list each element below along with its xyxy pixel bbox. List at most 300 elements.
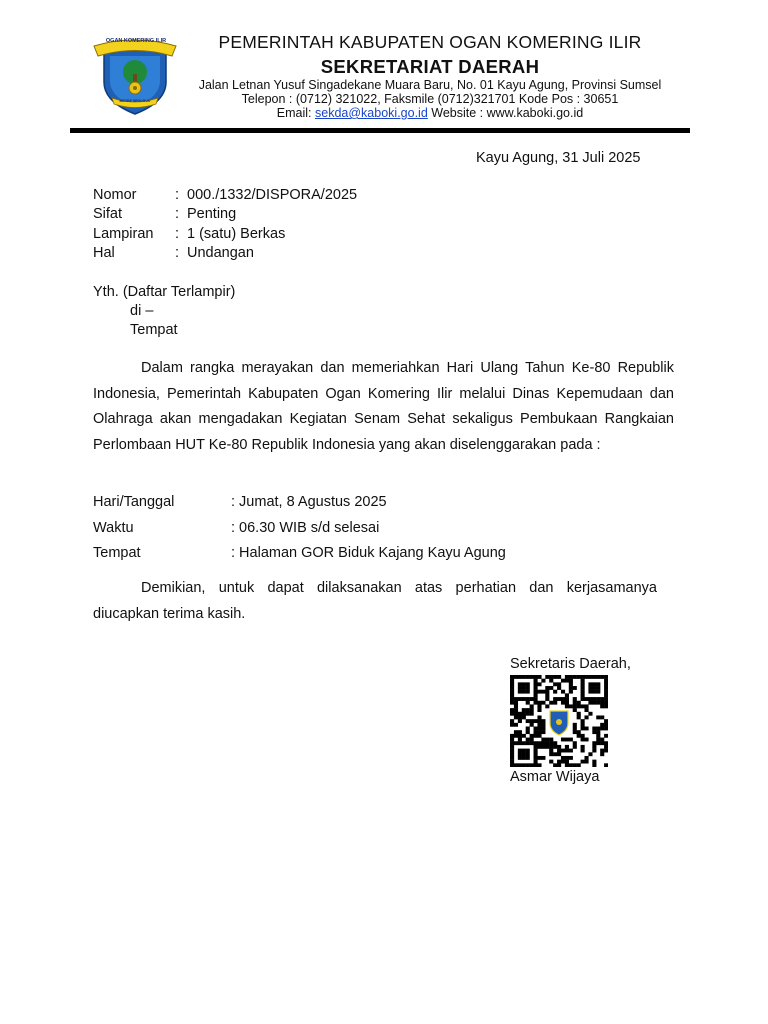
qr-module xyxy=(581,679,585,683)
qr-module xyxy=(584,704,588,708)
qr-module xyxy=(573,686,577,690)
qr-module xyxy=(557,682,561,686)
detail-label-place: Tempat xyxy=(93,545,141,561)
qr-module xyxy=(569,686,573,690)
qr-module xyxy=(541,745,545,749)
qr-module xyxy=(518,738,522,742)
recipient-di: di – xyxy=(130,303,154,319)
qr-module xyxy=(600,697,604,701)
qr-module xyxy=(604,763,608,767)
qr-module xyxy=(526,727,530,731)
qr-module xyxy=(537,727,541,731)
qr-module xyxy=(522,686,526,690)
qr-module xyxy=(534,752,538,756)
qr-module xyxy=(510,738,514,742)
qr-module xyxy=(545,686,549,690)
qr-module xyxy=(557,749,561,753)
qr-module xyxy=(573,727,577,731)
qr-module xyxy=(534,760,538,764)
qr-module xyxy=(549,679,553,683)
qr-module xyxy=(518,715,522,719)
meta-label-lampiran: Lampiran xyxy=(93,226,154,242)
qr-module xyxy=(518,734,522,738)
qr-module xyxy=(604,701,608,705)
qr-module xyxy=(577,701,581,705)
qr-module xyxy=(526,690,530,694)
signature-qr-code-icon xyxy=(510,675,608,767)
qr-module xyxy=(596,734,600,738)
qr-module xyxy=(596,741,600,745)
qr-module xyxy=(581,693,585,697)
qr-module xyxy=(526,701,530,705)
qr-module xyxy=(604,679,608,683)
qr-module xyxy=(581,734,585,738)
qr-module xyxy=(592,682,596,686)
qr-module xyxy=(553,745,557,749)
qr-module xyxy=(518,682,522,686)
qr-module xyxy=(561,738,565,742)
qr-module xyxy=(596,682,600,686)
qr-module xyxy=(534,730,538,734)
email-label: Email: xyxy=(276,106,312,120)
qr-module xyxy=(561,749,565,753)
qr-module xyxy=(596,697,600,701)
qr-module xyxy=(565,701,569,705)
qr-module xyxy=(522,712,526,716)
qr-module xyxy=(526,752,530,756)
qr-module xyxy=(522,715,526,719)
qr-module xyxy=(553,675,557,679)
qr-module xyxy=(530,719,534,723)
qr-module xyxy=(537,690,541,694)
qr-module xyxy=(581,690,585,694)
qr-module xyxy=(557,697,561,701)
qr-module xyxy=(522,752,526,756)
qr-module xyxy=(537,723,541,727)
qr-module xyxy=(565,763,569,767)
qr-module xyxy=(534,701,538,705)
qr-module xyxy=(530,738,534,742)
meta-value-hal: Undangan xyxy=(187,245,254,261)
qr-module xyxy=(510,690,514,694)
qr-module xyxy=(549,675,553,679)
qr-module xyxy=(565,749,569,753)
qr-module xyxy=(596,675,600,679)
qr-module xyxy=(526,738,530,742)
qr-module xyxy=(588,701,592,705)
qr-module xyxy=(518,712,522,716)
qr-module xyxy=(557,675,561,679)
qr-module xyxy=(584,697,588,701)
qr-module xyxy=(518,741,522,745)
qr-module xyxy=(569,756,573,760)
qr-module xyxy=(565,745,569,749)
qr-module xyxy=(526,763,530,767)
qr-module xyxy=(534,675,538,679)
qr-module xyxy=(588,752,592,756)
qr-module xyxy=(526,756,530,760)
signer-name: Asmar Wijaya xyxy=(510,769,600,785)
qr-module xyxy=(510,693,514,697)
qr-module xyxy=(592,730,596,734)
qr-module xyxy=(526,675,530,679)
qr-module xyxy=(526,697,530,701)
qr-module xyxy=(553,741,557,745)
qr-module xyxy=(553,752,557,756)
qr-module xyxy=(596,690,600,694)
qr-module xyxy=(541,756,545,760)
qr-module xyxy=(514,763,518,767)
qr-module xyxy=(600,749,604,753)
qr-module xyxy=(584,738,588,742)
qr-module xyxy=(573,675,577,679)
qr-module xyxy=(581,760,585,764)
qr-module xyxy=(549,686,553,690)
qr-module xyxy=(596,730,600,734)
qr-module xyxy=(530,763,534,767)
qr-module xyxy=(526,712,530,716)
detail-label-time: Waktu xyxy=(93,520,134,536)
qr-module xyxy=(522,708,526,712)
qr-module xyxy=(522,682,526,686)
qr-module xyxy=(604,682,608,686)
qr-module xyxy=(557,745,561,749)
logo-text-bottom: BENDE SEGUGUK xyxy=(119,99,151,103)
qr-module xyxy=(565,704,569,708)
qr-module xyxy=(514,675,518,679)
qr-module xyxy=(510,760,514,764)
qr-module xyxy=(592,763,596,767)
qr-module xyxy=(581,682,585,686)
qr-module xyxy=(557,752,561,756)
qr-module xyxy=(534,741,538,745)
qr-module xyxy=(518,756,522,760)
qr-module xyxy=(600,727,604,731)
qr-module xyxy=(514,715,518,719)
qr-module xyxy=(581,719,585,723)
qr-module xyxy=(596,738,600,742)
qr-module xyxy=(522,690,526,694)
qr-module xyxy=(573,763,577,767)
meta-colon: : xyxy=(175,226,180,242)
qr-module xyxy=(557,763,561,767)
qr-module xyxy=(604,693,608,697)
qr-module xyxy=(537,730,541,734)
qr-module xyxy=(510,697,514,701)
qr-module xyxy=(545,704,549,708)
qr-module xyxy=(588,675,592,679)
qr-module xyxy=(541,690,545,694)
qr-module xyxy=(526,719,530,723)
qr-module xyxy=(584,756,588,760)
qr-module xyxy=(569,690,573,694)
qr-module xyxy=(592,690,596,694)
qr-module xyxy=(600,675,604,679)
qr-module xyxy=(577,675,581,679)
qr-module xyxy=(561,697,565,701)
qr-module xyxy=(588,712,592,716)
qr-module xyxy=(514,704,518,708)
qr-module xyxy=(510,723,514,727)
qr-module xyxy=(549,752,553,756)
qr-module xyxy=(510,675,514,679)
qr-module xyxy=(510,749,514,753)
qr-module xyxy=(514,697,518,701)
qr-module xyxy=(514,708,518,712)
qr-module xyxy=(600,752,604,756)
qr-module xyxy=(537,719,541,723)
qr-module xyxy=(510,719,514,723)
qr-module xyxy=(545,697,549,701)
qr-module xyxy=(588,682,592,686)
qr-module xyxy=(526,682,530,686)
qr-module xyxy=(561,679,565,683)
qr-module xyxy=(569,682,573,686)
qr-module xyxy=(592,727,596,731)
qr-module xyxy=(600,738,604,742)
qr-module xyxy=(581,697,585,701)
qr-module xyxy=(584,760,588,764)
qr-module xyxy=(549,741,553,745)
qr-module xyxy=(541,701,545,705)
qr-module xyxy=(604,690,608,694)
qr-module xyxy=(522,763,526,767)
letterhead-government-name: PEMERINTAH KABUPATEN OGAN KOMERING ILIR xyxy=(218,32,642,52)
qr-module xyxy=(518,675,522,679)
qr-module xyxy=(581,738,585,742)
website-text: Website : www.kaboki.go.id xyxy=(431,106,584,120)
qr-module xyxy=(604,686,608,690)
qr-module xyxy=(534,690,538,694)
qr-module xyxy=(561,690,565,694)
qr-module xyxy=(561,760,565,764)
qr-module xyxy=(534,749,538,753)
qr-module xyxy=(565,756,569,760)
meta-value-sifat: Penting xyxy=(187,206,237,222)
signature-qr-code xyxy=(510,675,608,767)
qr-module xyxy=(541,719,545,723)
recipient-yth: Yth. (Daftar Terlampir) xyxy=(93,284,236,300)
meta-value-lampiran: 1 (satu) Berkas xyxy=(187,226,286,242)
qr-module xyxy=(581,675,585,679)
qr-module xyxy=(541,738,545,742)
qr-module xyxy=(530,697,534,701)
qr-module xyxy=(600,723,604,727)
qr-module xyxy=(534,679,538,683)
qr-module xyxy=(573,730,577,734)
meta-colon: : xyxy=(175,187,180,203)
qr-module xyxy=(577,715,581,719)
detail-label-date: Hari/Tanggal xyxy=(93,494,175,510)
qr-module xyxy=(573,701,577,705)
qr-module xyxy=(522,675,526,679)
qr-module xyxy=(534,693,538,697)
qr-module xyxy=(534,756,538,760)
qr-module xyxy=(588,697,592,701)
qr-module xyxy=(541,730,545,734)
qr-module xyxy=(510,741,514,745)
qr-module xyxy=(537,734,541,738)
qr-module xyxy=(604,734,608,738)
qr-module xyxy=(592,697,596,701)
qr-module xyxy=(569,763,573,767)
qr-module xyxy=(534,745,538,749)
qr-module xyxy=(510,701,514,705)
qr-module xyxy=(518,752,522,756)
qr-module xyxy=(604,745,608,749)
qr-module xyxy=(534,719,538,723)
qr-module xyxy=(526,708,530,712)
qr-module xyxy=(534,727,538,731)
qr-module xyxy=(549,745,553,749)
letterhead-office-name: SEKRETARIAT DAERAH xyxy=(320,56,540,77)
qr-module xyxy=(588,690,592,694)
qr-module xyxy=(581,723,585,727)
qr-module xyxy=(600,715,604,719)
qr-module xyxy=(604,697,608,701)
qr-module xyxy=(573,697,577,701)
qr-module xyxy=(526,686,530,690)
qr-center-emblem-icon xyxy=(550,711,568,735)
meta-label-nomor: Nomor xyxy=(93,187,137,203)
qr-module xyxy=(530,734,534,738)
qr-module xyxy=(545,745,549,749)
detail-value-time: : 06.30 WIB s/d selesai xyxy=(231,520,380,536)
qr-module xyxy=(514,701,518,705)
qr-module xyxy=(565,738,569,742)
qr-module xyxy=(522,756,526,760)
qr-module xyxy=(530,675,534,679)
qr-module xyxy=(565,675,569,679)
qr-module xyxy=(522,741,526,745)
qr-module xyxy=(534,697,538,701)
qr-module xyxy=(545,741,549,745)
qr-module xyxy=(537,745,541,749)
qr-module xyxy=(510,682,514,686)
qr-module xyxy=(584,727,588,731)
qr-module xyxy=(510,712,514,716)
qr-module xyxy=(518,697,522,701)
qr-module xyxy=(530,708,534,712)
qr-module xyxy=(549,701,553,705)
qr-module xyxy=(577,734,581,738)
qr-module xyxy=(537,715,541,719)
qr-module xyxy=(541,727,545,731)
qr-module xyxy=(557,686,561,690)
meta-label-hal: Hal xyxy=(93,245,115,261)
qr-module xyxy=(604,723,608,727)
qr-module xyxy=(581,704,585,708)
logo-text-top: OGAN KOMERING ILIR xyxy=(105,38,167,44)
qr-module xyxy=(604,727,608,731)
qr-module xyxy=(522,749,526,753)
qr-module xyxy=(569,679,573,683)
qr-module xyxy=(553,682,557,686)
qr-module xyxy=(592,760,596,764)
closing-paragraph: Demikian, untuk dapat dilaksanakan atas perhatian dan kerjasamanya diucapkan terima kasih. xyxy=(93,580,657,622)
qr-module xyxy=(510,763,514,767)
qr-module xyxy=(596,727,600,731)
qr-module xyxy=(592,745,596,749)
qr-module xyxy=(569,675,573,679)
qr-module xyxy=(537,763,541,767)
qr-module xyxy=(592,701,596,705)
body-paragraph: Dalam rangka merayakan dan memeriahkan Hari Ulang Tahun Ke-80 Republik Indonesia, Pemerintah Kabupaten Ogan Komering Ilir melalui Dinas Kepemudaan dan Olahraga akan mengadakan Kegiatan Senam Sehat sekaligus Pembukaan Rangkaian Perlombaan HUT Ke-80 Republik Indonesia yang akan diselenggarakan pada : xyxy=(93,360,674,453)
qr-module xyxy=(573,741,577,745)
letterhead-address: Jalan Letnan Yusuf Singadekane Muara Baru, No. 01 Kayu Agung, Provinsi Sumsel xyxy=(198,78,662,92)
qr-module xyxy=(553,763,557,767)
qr-module xyxy=(522,697,526,701)
qr-module xyxy=(530,723,534,727)
qr-module xyxy=(561,701,565,705)
qr-module xyxy=(569,738,573,742)
qr-module xyxy=(510,745,514,749)
qr-module xyxy=(541,723,545,727)
meta-colon: : xyxy=(175,206,180,222)
qr-module xyxy=(573,745,577,749)
qr-module xyxy=(573,704,577,708)
qr-module xyxy=(526,730,530,734)
qr-module xyxy=(565,760,569,764)
qr-module xyxy=(584,675,588,679)
qr-module xyxy=(573,708,577,712)
qr-module xyxy=(549,760,553,764)
qr-module xyxy=(577,763,581,767)
qr-module xyxy=(534,734,538,738)
qr-module xyxy=(577,730,581,734)
qr-module xyxy=(541,741,545,745)
signature-title: Sekretaris Daerah, xyxy=(510,656,631,672)
detail-value-date: : Jumat, 8 Agustus 2025 xyxy=(231,494,387,510)
qr-module xyxy=(553,690,557,694)
qr-module xyxy=(584,715,588,719)
qr-module xyxy=(510,708,514,712)
qr-module xyxy=(592,686,596,690)
qr-module xyxy=(510,686,514,690)
qr-module xyxy=(510,756,514,760)
qr-module xyxy=(518,690,522,694)
qr-module xyxy=(534,763,538,767)
qr-module xyxy=(545,675,549,679)
qr-module xyxy=(541,679,545,683)
qr-module xyxy=(534,682,538,686)
qr-module xyxy=(537,741,541,745)
email-link[interactable]: sekda@kaboki.go.id xyxy=(315,106,428,120)
qr-module xyxy=(522,734,526,738)
qr-module xyxy=(577,712,581,716)
qr-module xyxy=(565,679,569,683)
qr-module xyxy=(553,697,557,701)
qr-module xyxy=(530,704,534,708)
qr-module xyxy=(592,675,596,679)
letter-date: Kayu Agung, 31 Juli 2025 xyxy=(476,150,641,166)
qr-module xyxy=(581,749,585,753)
recipient-tempat: Tempat xyxy=(130,322,178,338)
meta-value-nomor: 000./1332/DISPORA/2025 xyxy=(187,187,358,203)
qr-module xyxy=(596,686,600,690)
qr-module xyxy=(557,760,561,764)
qr-module xyxy=(565,697,569,701)
qr-module xyxy=(573,723,577,727)
qr-module xyxy=(581,745,585,749)
qr-module xyxy=(537,704,541,708)
qr-module xyxy=(581,727,585,731)
qr-module xyxy=(537,708,541,712)
qr-module xyxy=(537,756,541,760)
qr-module xyxy=(604,749,608,753)
qr-module xyxy=(537,701,541,705)
qr-module xyxy=(577,704,581,708)
